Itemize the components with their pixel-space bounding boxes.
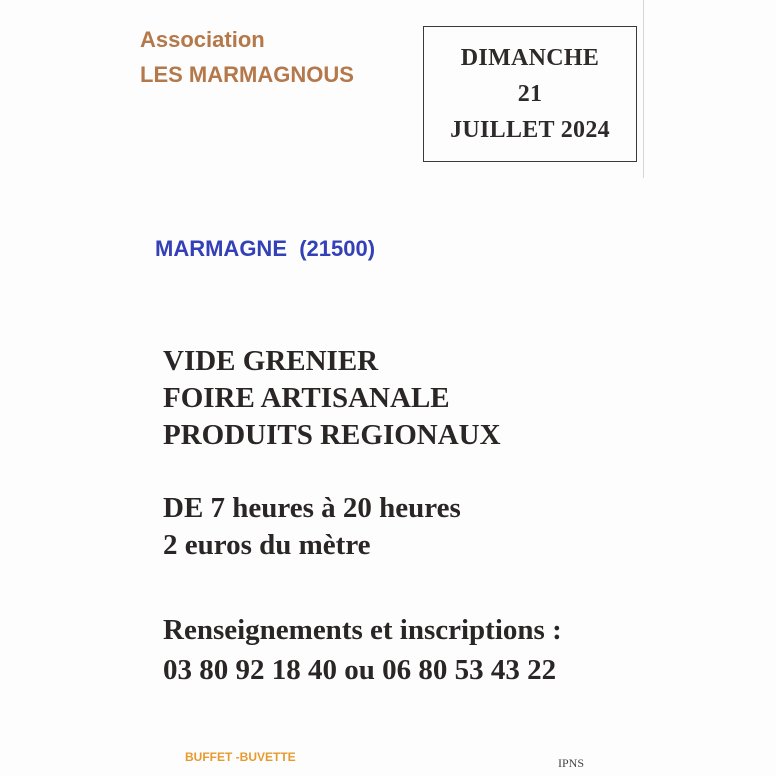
contact-heading: Renseignements et inscriptions : [163, 614, 562, 646]
contact-block [163, 610, 562, 690]
event-item: PRODUITS REGIONAUX [163, 419, 501, 451]
contact-phones: 03 80 92 18 40 ou 06 80 53 43 22 [163, 654, 557, 686]
location-heading [155, 236, 375, 262]
events-list [163, 343, 501, 454]
scan-edge-line [643, 0, 644, 178]
city-name: MARMAGNE [155, 236, 287, 261]
date-box [423, 26, 637, 162]
schedule-block [163, 490, 461, 564]
opening-hours: DE 7 heures à 20 heures [163, 492, 461, 524]
price-per-meter: 2 euros du mètre [163, 529, 371, 561]
event-item: FOIRE ARTISANALE [163, 382, 450, 414]
date-month-year: JUILLET 2024 [450, 117, 610, 143]
postal-code: (21500) [299, 236, 376, 261]
association-name: LES MARMAGNOUS [140, 62, 354, 87]
date-weekday: DIMANCHE [460, 45, 600, 71]
date-day: 21 [517, 81, 543, 107]
association-label: Association [140, 27, 265, 52]
event-item: VIDE GRENIER [163, 345, 379, 377]
buffet-label: BUFFET -BUVETTE [185, 750, 296, 764]
ipns-label: IPNS [558, 756, 585, 770]
